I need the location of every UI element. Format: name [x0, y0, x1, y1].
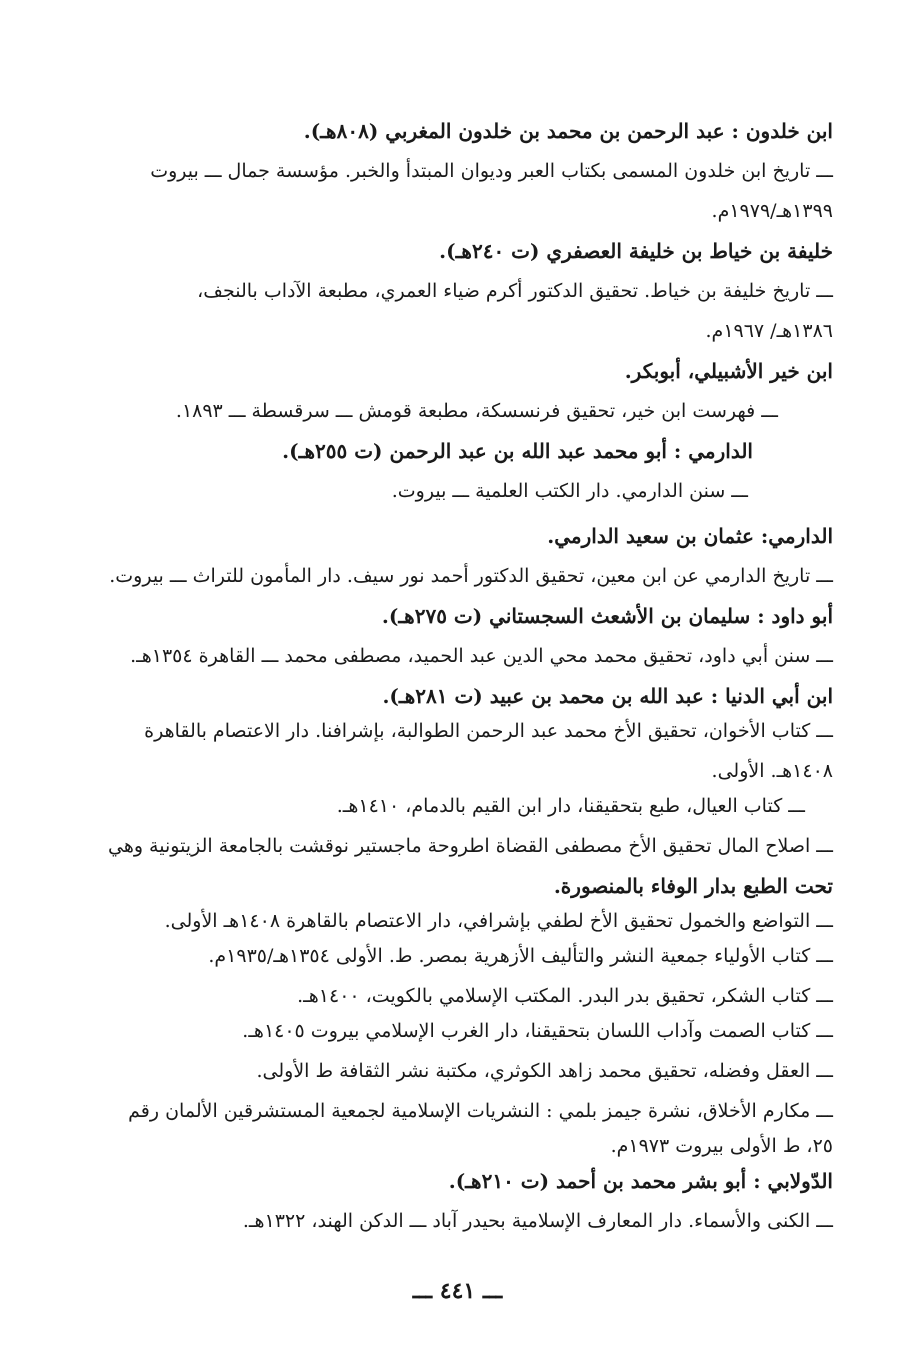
entry-line: ـــ كتاب الشكر، تحقيق بدر البدر. المكتب الإسلامي بالكويت، ١٤٠٠هـ. — [297, 985, 833, 1007]
entry-line: ـــ فهرست ابن خير، تحقيق فرنسسكة، مطبعة قومش ـــ سرقسطة ـــ ١٨٩٣. — [175, 400, 778, 422]
entry-line: ٢٥، ط الأولى بيروت ١٩٧٣م. — [610, 1135, 833, 1157]
entry-heading: الدارمي: عثمان بن سعيد الدارمي. — [547, 524, 833, 548]
entry-line: ـــ تاريخ ابن خلدون المسمى بكتاب العبر وديوان المبتدأ والخبر. مؤسسة جمال ـــ بيروت — [150, 160, 833, 182]
entry-line: ١٤٠٨هـ. الأولى. — [711, 760, 833, 782]
entry-line: ـــ مكارم الأخلاق، نشرة جيمز بلمي : النشريات الإسلامية لجمعية المستشرقين الألمان رقم — [128, 1100, 833, 1122]
entry-heading: تحت الطبع بدار الوفاء بالمنصورة. — [553, 874, 833, 898]
entry-heading: خليفة بن خياط بن خليفة العصفري (ت ٢٤٠هـ). — [439, 239, 833, 263]
entry-heading: أبو داود : سليمان بن الأشعث السجستاني (ت ٢٧٥هـ). — [381, 604, 833, 628]
page-number: ـــ ٤٤١ ـــ — [412, 1278, 503, 1304]
entry-line: ـــ سنن أبي داود، تحقيق محمد محي الدين عبد الحميد، مصطفى محمد ـــ القاهرة ١٣٥٤هـ. — [130, 645, 833, 667]
entry-line: ـــ التواضع والخمول تحقيق الأخ لطفي بإشرافي، دار الاعتصام بالقاهرة ١٤٠٨هـ الأولى. — [164, 910, 833, 932]
entry-line: ـــ كتاب الأولياء جمعية النشر والتأليف الأزهرية بمصر. ط. الأولى ١٣٥٤هـ/١٩٣٥م. — [208, 945, 833, 967]
entry-line: ١٣٨٦هـ/ ١٩٦٧م. — [705, 320, 833, 342]
entry-heading: ابن خير الأشبيلي، أبوبكر. — [624, 359, 833, 383]
entry-line: ـــ سنن الدارمي. دار الكتب العلمية ـــ بيروت. — [391, 480, 748, 502]
entry-line: ـــ كتاب العيال، طبع بتحقيقنا، دار ابن القيم بالدمام، ١٤١٠هـ. — [336, 795, 805, 817]
entry-heading: الدّولابي : أبو بشر محمد بن أحمد (ت ٢١٠هـ). — [448, 1169, 833, 1193]
entry-line: ـــ اصلاح المال تحقيق الأخ مصطفى القضاة اطروحة ماجستير نوقشت بالجامعة الزيتونية وهي — [107, 835, 833, 857]
entry-line: ـــ كتاب الأخوان، تحقيق الأخ محمد عبد الرحمن الطوالبة، بإشرافنا. دار الاعتصام بالقاهرة — [144, 720, 833, 742]
entry-line: ـــ العقل وفضله، تحقيق محمد زاهد الكوثري، مكتبة نشر الثقافة ط الأولى. — [256, 1060, 833, 1082]
entry-heading: ابن خلدون : عبد الرحمن بن محمد بن خلدون المغربي (٨٠٨هـ). — [303, 119, 833, 143]
entry-heading: ابن أبي الدنيا : عبد الله بن محمد بن عبيد (ت ٢٨١هـ). — [382, 684, 833, 708]
entry-line: ـــ تاريخ خليفة بن خياط. تحقيق الدكتور أكرم ضياء العمري، مطبعة الآداب بالنجف، — [197, 280, 833, 302]
entry-heading: الدارمي : أبو محمد عبد الله بن عبد الرحمن (ت ٢٥٥هـ). — [282, 439, 753, 463]
entry-line: ـــ كتاب الصمت وآداب اللسان بتحقيقنا، دار الغرب الإسلامي بيروت ١٤٠٥هـ. — [242, 1020, 833, 1042]
entry-line: ـــ تاريخ الدارمي عن ابن معين، تحقيق الدكتور أحمد نور سيف. دار المأمون للتراث ـــ بيروت. — [109, 565, 833, 587]
entry-line: ١٣٩٩هـ/١٩٧٩م. — [711, 200, 833, 222]
entry-line: ـــ الكنى والأسماء. دار المعارف الإسلامية بحيدر آباد ـــ الدكن الهند، ١٣٢٢هـ. — [242, 1210, 833, 1232]
